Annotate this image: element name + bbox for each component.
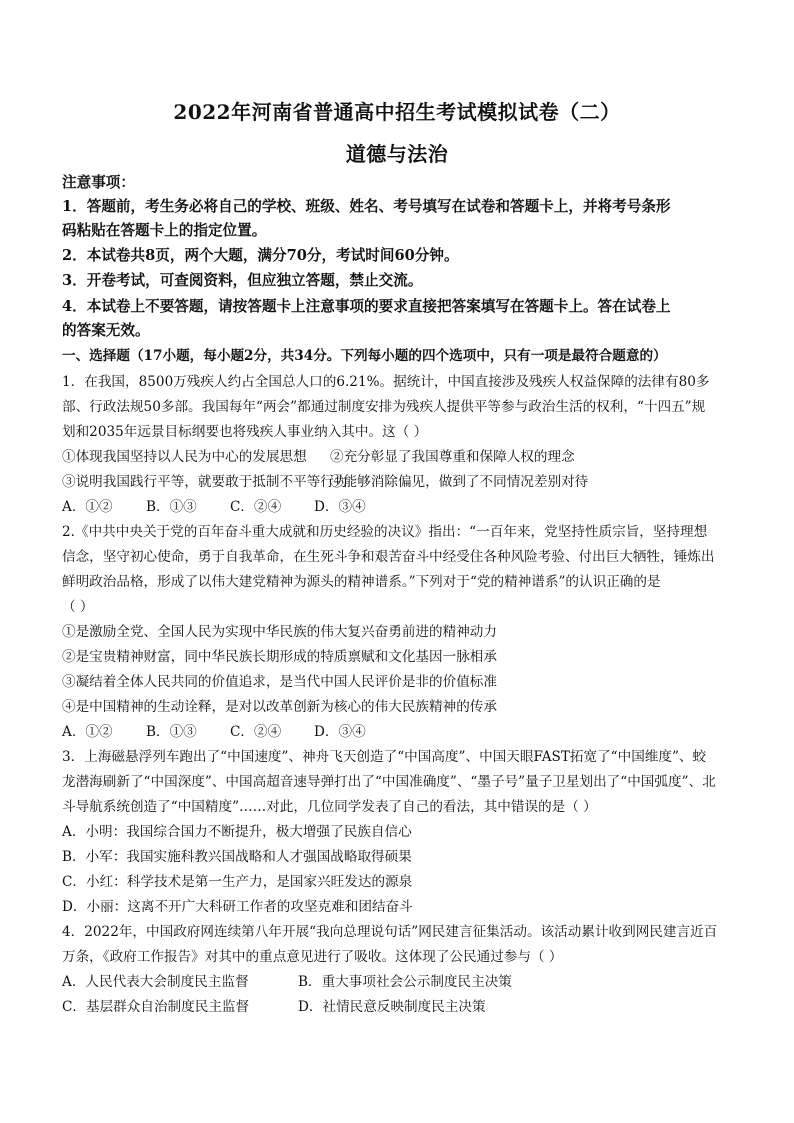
question-4-text: 4．2022年，中国政府网连续第八年开展“我向总理说句话”网民建言征集活动。该活动累计收到网民建言近百 (62, 924, 718, 940)
question-2-text: 鲜明政治品格，形成了以伟大建党精神为源头的精神谱系。”下列对于“党的精神谱系”的认识正确的是 (62, 574, 661, 590)
notice-item: 码粘贴在答题卡上的指定位置。 (62, 222, 267, 239)
exam-title: 2022年河南省普通高中招生考试模拟试卷（二） (173, 100, 621, 124)
option-b: B．重大事项社会公示制度民主决策 (298, 974, 512, 990)
option-d: D．小丽：这离不开广大科研工作者的攻坚克难和团结奋斗 (62, 899, 413, 915)
question-4-text: 万条，《政府工作报告》对其中的重点意见进行了吸收。这体现了公民通过参与（ ） (62, 949, 563, 965)
question-1-items-row (62, 448, 742, 466)
option-c: C．基层群众自治制度民主监督 (62, 999, 250, 1015)
question-3-text: 斗导航系统创造了“中国精度”……对此，几位同学发表了自己的看法，其中错误的是（ ） (62, 799, 597, 815)
question-4-options-row (62, 998, 742, 1016)
notice-item: 1．答题前，考生务必将自己的学校、班级、姓名、考号填写在试卷和答题卡上，并将考号条形 (62, 198, 671, 215)
question-2-item: ②是宝贵精神财富，同中华民族长期形成的特质禀赋和文化基因一脉相承 (62, 649, 497, 665)
question-3-text: 3．上海磁悬浮列车跑出了“中国速度”、神舟飞天创造了“中国高度”、中国天眼FAST拓宽了“中国维度”、蛟 (62, 749, 707, 765)
notice-item: 3．开卷考试，可查阅资料，但应独立答题，禁止交流。 (62, 272, 423, 289)
question-2-text: 信念，坚守初心使命，勇于自我革命，在生死斗争和艰苦奋斗中经受住各种风险考验、付出巨大牺牲，锤炼出 (62, 549, 715, 565)
section-heading: 一、选择题（17小题，每小题2分，共34分。下列每小题的四个选项中，只有一项是最符合题意的） (62, 348, 667, 364)
option-b: B．小军：我国实施科教兴国战略和人才强国战略取得硕果 (62, 849, 412, 865)
notice-item: 的答案无效。 (62, 322, 150, 339)
question-2-text: 2.《中共中央关于党的百年奋斗重大成就和历史经验的决议》指出：“一百年来，党坚持性质宗旨，坚持理想 (62, 524, 708, 540)
question-1-item: ②充分彰显了我国尊重和保障人权的理念 (330, 449, 575, 465)
question-1-text: 1．在我国，8500万残疾人约占全国总人口的6.21%。据统计，中国直接涉及残疾人权益保障的法律有80多 (62, 374, 710, 390)
question-1-options (62, 498, 742, 516)
option-a: A．小明：我国综合国力不断提升，极大增强了民族自信心 (62, 824, 412, 840)
option-d: D．③④ (314, 499, 366, 515)
question-3-text: 龙潜海刷新了“中国深度”、中国高超音速导弹打出了“中国准确度”、“墨子号”量子卫星划出了“中国弧度”、北 (62, 774, 716, 790)
question-1-text: 部、行政法规50多部。我国每年“两会”都通过制度安排为残疾人提供平等参与政治生活的权利，“十四五”规 (62, 399, 706, 415)
option-d: D．社情民意反映制度民主决策 (298, 999, 486, 1015)
question-2-item: ③凝结着全体人民共同的价值追求，是当代中国人民评价是非的价值标准 (62, 674, 497, 690)
option-b: B．①③ (146, 499, 197, 515)
question-1-text: 划和2035年远景目标纲要也将残疾人事业纳入其中。这（ ） (62, 424, 428, 440)
option-a: A．①② (62, 724, 113, 740)
question-1-item: ①体现我国坚持以人民为中心的发展思想 (62, 449, 307, 465)
option-c: C．②④ (230, 724, 282, 740)
question-2-item: ④是中国精神的生动诠释，是对以改革创新为核心的伟大民族精神的传承 (62, 699, 497, 715)
notice-item: 2．本试卷共8页，两个大题，满分70分，考试时间60分钟。 (62, 247, 459, 264)
option-a: A．①② (62, 499, 113, 515)
notice-item: 4．本试卷上不要答题，请按答题卡上注意事项的要求直接把答案填写在答题卡上。答在试卷上 (62, 298, 671, 315)
question-2-text: （ ） (62, 599, 94, 615)
question-1-item: ④能够消除偏见，做到了不同情况差别对待 (330, 474, 589, 490)
question-4-options-row (62, 973, 742, 991)
option-a: A．人民代表大会制度民主监督 (62, 974, 249, 990)
option-b: B．①③ (146, 724, 197, 740)
subject-title: 道德与法治 (345, 142, 449, 166)
option-c: C．②④ (230, 499, 282, 515)
question-2-options (62, 723, 742, 741)
question-2-item: ①是激励全党、全国人民为实现中华民族的伟大复兴奋勇前进的精神动力 (62, 624, 497, 640)
option-c: C．小红：科学技术是第一生产力，是国家兴旺发达的源泉 (62, 874, 413, 890)
option-d: D．③④ (314, 724, 366, 740)
notice-heading: 注意事项： (62, 174, 135, 191)
question-1-item: ③说明我国践行平等，就要敢于抵制不平等行为 (62, 474, 348, 490)
question-1-items-row (62, 473, 742, 491)
